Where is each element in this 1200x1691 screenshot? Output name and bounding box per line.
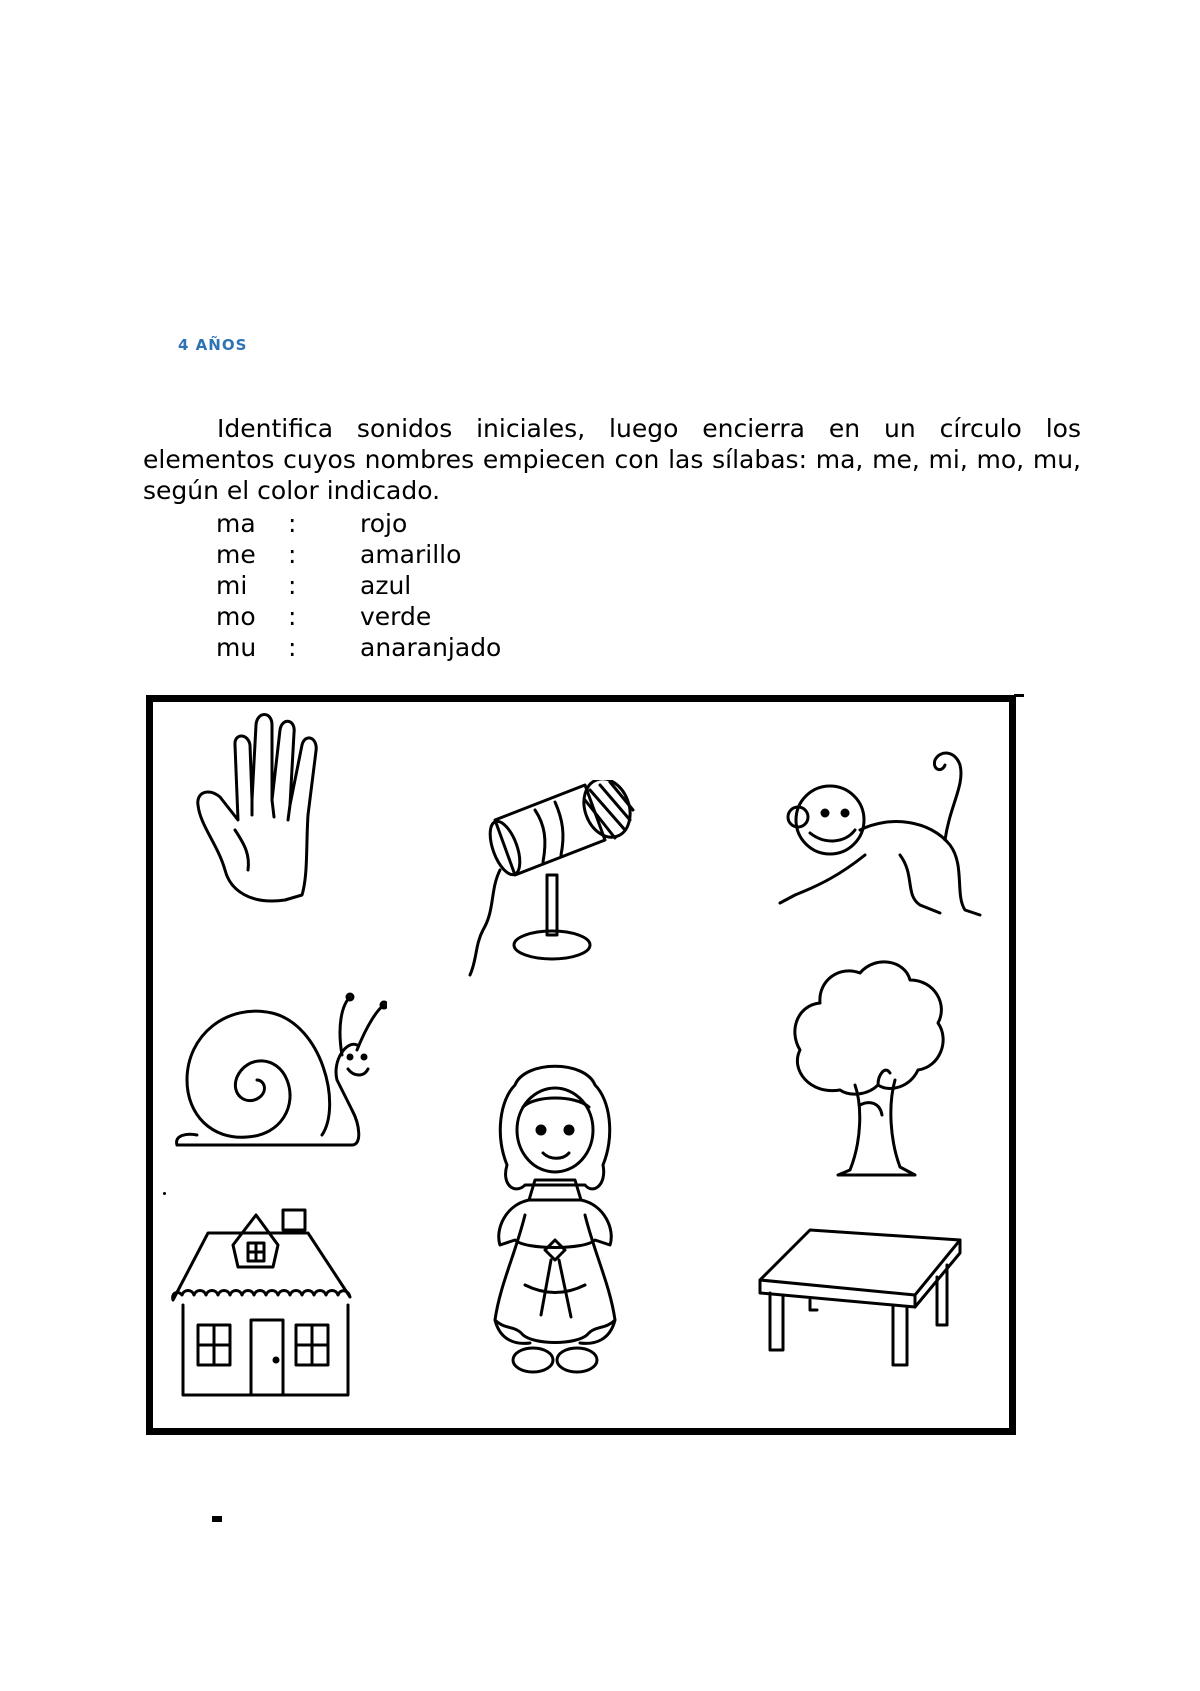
separator: : (288, 633, 297, 662)
color-name: anaranjado (360, 633, 502, 662)
tree-icon (790, 955, 950, 1180)
syllable: mo (216, 602, 256, 631)
instructions-text: Identifica sonidos iniciales, luego encierra en un círculo los elementos cuyos nombres empiecen con las sílabas: ma, me, mi, mo, mu, según el color indicado. (143, 414, 1081, 505)
snail-icon (172, 985, 387, 1155)
syllable: mi (216, 571, 248, 600)
hand-icon (190, 705, 330, 905)
doll-icon (475, 1055, 635, 1380)
syllable-row (216, 508, 501, 539)
syllable: ma (216, 509, 256, 538)
age-label: 4 AÑOS (178, 336, 248, 354)
color-name: rojo (360, 509, 408, 538)
separator: : (288, 509, 297, 538)
table-icon (755, 1225, 965, 1370)
syllable-row (216, 632, 501, 663)
stray-dot (163, 1192, 166, 1195)
syllable-color-list (216, 508, 501, 663)
separator: : (288, 602, 297, 631)
syllable: me (216, 540, 256, 569)
color-name: azul (360, 571, 412, 600)
house-icon (168, 1205, 358, 1400)
yarn-spool-icon (465, 780, 650, 980)
syllable-row (216, 601, 501, 632)
dash-mark (212, 1516, 222, 1522)
color-name: verde (360, 602, 432, 631)
separator: : (288, 540, 297, 569)
syllable: mu (216, 633, 257, 662)
syllable-row (216, 570, 501, 601)
separator: : (288, 571, 297, 600)
syllable-row (216, 539, 501, 570)
monkey-icon (770, 745, 995, 935)
color-name: amarillo (360, 540, 462, 569)
